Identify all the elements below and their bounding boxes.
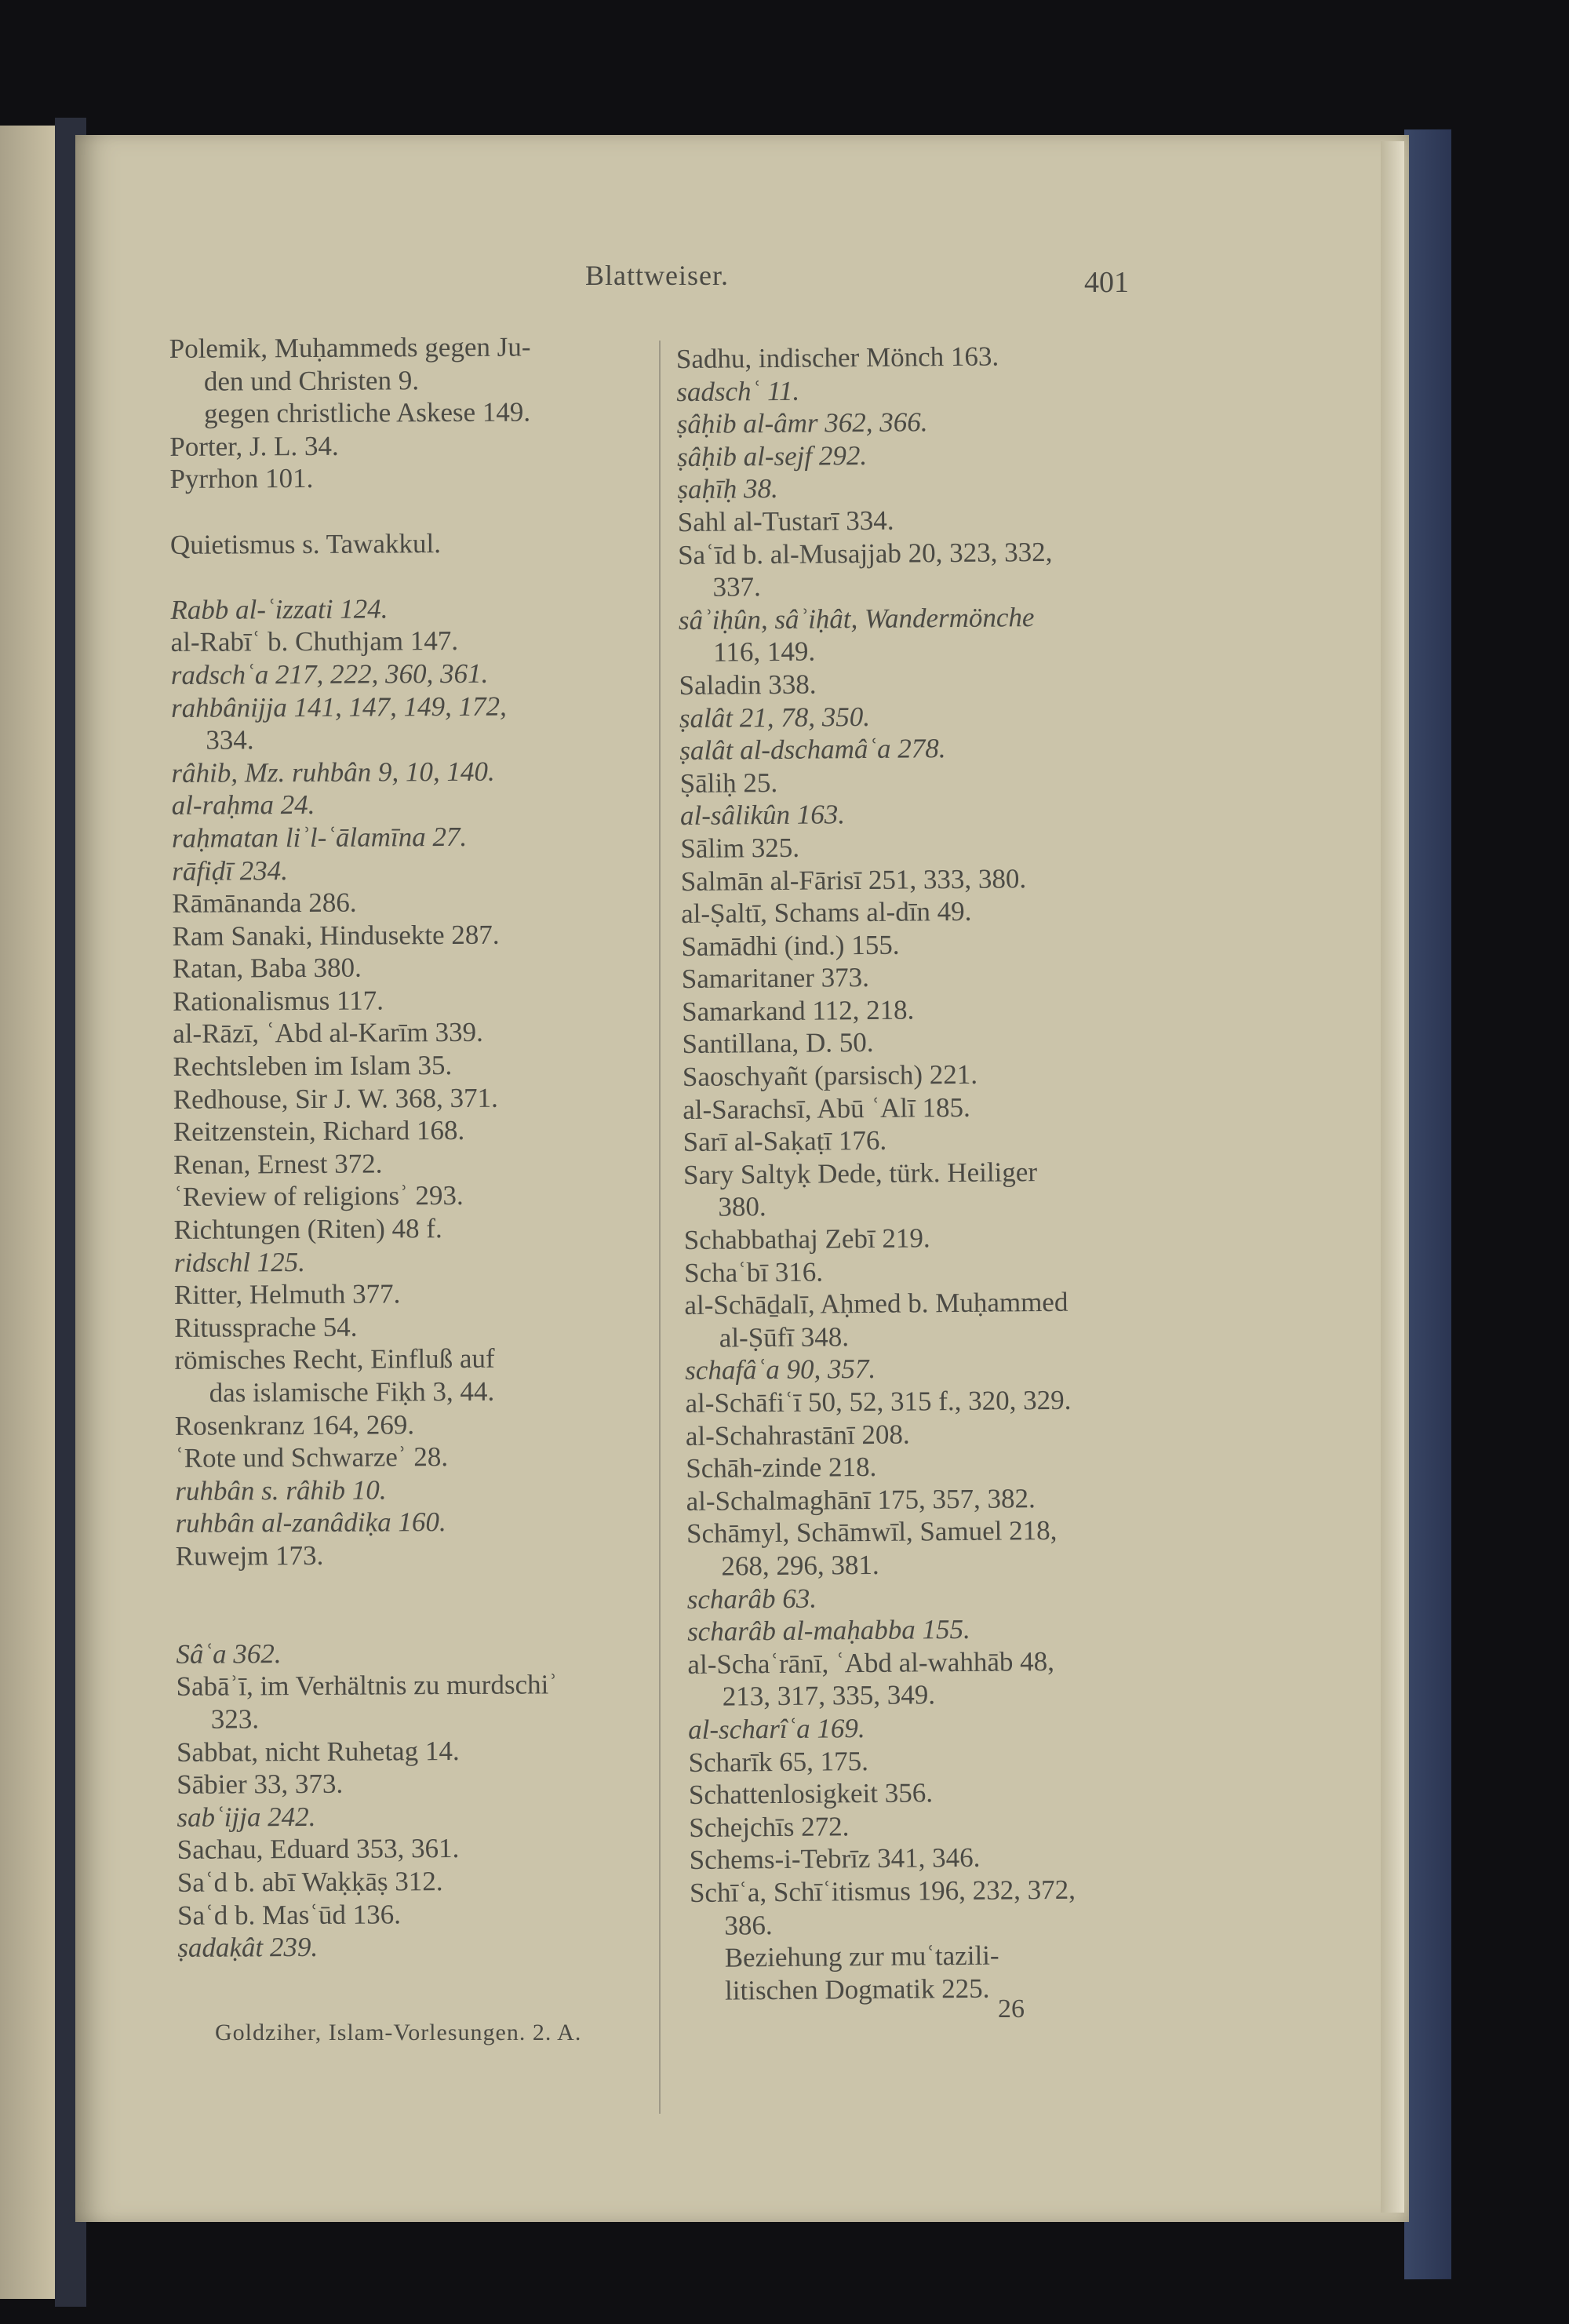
index-entry: Sadhu, indischer Mönch 163.: [675, 341, 999, 375]
index-entry: Rechtsleben im Islam 35.: [173, 1050, 453, 1082]
index-entry: Sālim 325.: [680, 832, 800, 864]
index-entry: Rosenkranz 164, 269.: [174, 1408, 415, 1441]
index-entry: Samaritaner 373.: [681, 962, 870, 995]
index-entry: sadschʿ 11.: [676, 375, 800, 407]
index-entry: Sabāʾī, im Verhältnis zu murdschiʾ: [176, 1669, 559, 1703]
index-entry: radschʿa 217, 222, 360, 361.: [170, 657, 489, 690]
index-entry: Schattenlosigkeit 356.: [688, 1777, 934, 1811]
index-entry: ṣadaḳât 239.: [177, 1932, 319, 1963]
index-entry: al-sâlikûn 163.: [679, 799, 846, 832]
book-page: [75, 135, 1409, 2222]
index-entry: al-Ṣūfī 348.: [719, 1321, 850, 1353]
index-entry: al-Schahrastānī 208.: [685, 1419, 910, 1452]
index-entry: al-Schalmaghānī 175, 357, 382.: [686, 1482, 1036, 1517]
index-entry: ruhbân al-zanâdiḳa 160.: [175, 1506, 446, 1539]
column-gap: [176, 1570, 741, 1605]
index-entry: Sachau, Eduard 353, 361.: [177, 1833, 460, 1866]
index-column-right: [676, 338, 1240, 2007]
column-divider: [659, 341, 661, 2114]
index-entry: Rationalismus 117.: [172, 985, 384, 1017]
index-entry: ruhbân s. râhib 10.: [175, 1474, 387, 1506]
index-entry: Saʿd b. Masʿūd 136.: [177, 1898, 402, 1931]
index-entry: Polemik, Muḥammeds gegen Ju-: [169, 331, 531, 364]
index-entry: den und Christen 9.: [203, 364, 420, 397]
index-entry: al-scharîʿa 169.: [688, 1712, 865, 1745]
index-entry: Richtungen (Riten) 48 f.: [173, 1213, 442, 1245]
index-entry: al-Sarachsī, Abū ʿAlī 185.: [683, 1091, 970, 1125]
index-entry: 213, 317, 335, 349.: [722, 1679, 936, 1712]
index-entry: Ritter, Helmuth 377.: [173, 1278, 401, 1311]
index-entry: das islamische Fiḳh 3, 44.: [209, 1375, 495, 1408]
index-entry: Renan, Ernest 372.: [173, 1148, 383, 1180]
index-entry: al-Schāḏalī, Aḥmed b. Muḥammed: [684, 1287, 1068, 1321]
page-number: 401: [1084, 266, 1129, 299]
index-entry: ṣâḥib al-âmr 362, 366.: [676, 406, 928, 440]
index-entry: Saʿd b. abī Waḳḳāṣ 312.: [177, 1866, 443, 1898]
index-entry: Sabbat, nicht Ruhetag 14.: [176, 1735, 460, 1768]
index-entry: ṣaḥīḥ 38.: [677, 473, 778, 505]
index-entry: al-Rāzī, ʿAbd al-Karīm 339.: [173, 1017, 483, 1050]
index-entry: Pyrrhon 101.: [169, 463, 314, 495]
index-entry: Samādhi (ind.) 155.: [681, 929, 900, 962]
index-entry: 268, 296, 381.: [721, 1549, 879, 1582]
index-entry: Saoschyañt (parsisch) 221.: [682, 1058, 978, 1093]
index-entry: 337.: [712, 571, 761, 603]
index-entry: Schāmyl, Schāmwīl, Samuel 218,: [686, 1515, 1058, 1550]
index-entry: Rabb al-ʿizzati 124.: [170, 593, 388, 625]
index-entry: Ram Sanaki, Hindusekte 287.: [172, 919, 500, 952]
index-entry: scharâb al-maḥabba 155.: [686, 1614, 970, 1648]
index-entry: Schaʿbī 316.: [683, 1256, 824, 1288]
index-entry: Schejchīs 272.: [689, 1810, 850, 1843]
index-entry: râhib, Mz. ruhbân 9, 10, 140.: [171, 756, 495, 789]
index-entry: Ritussprache 54.: [174, 1311, 358, 1343]
index-entry: Sary Saltyḳ Dede, türk. Heiliger: [683, 1156, 1038, 1190]
index-entry: Porter, J. L. 34.: [169, 430, 339, 462]
index-entry: Rāmānanda 286.: [172, 887, 357, 919]
index-entry: Samarkand 112, 218.: [682, 994, 915, 1027]
index-entry: Ṣāliḥ 25.: [679, 767, 778, 799]
index-entry: 386.: [724, 1909, 773, 1941]
index-entry: 116, 149.: [713, 636, 816, 668]
index-entry: scharâb 63.: [686, 1583, 817, 1615]
index-entry: römisches Recht, Einfluß auf: [174, 1343, 495, 1376]
index-entry: al-Rabīʿ b. Chuthjam 147.: [170, 625, 459, 658]
index-entry: ṣalât al-dschamâʿa 278.: [679, 733, 946, 767]
index-entry: litischen Dogmatik 225.: [724, 1972, 990, 2006]
index-entry: Beziehung zur muʿtazili-: [724, 1940, 999, 1973]
running-header: Blattweiser.: [585, 260, 729, 291]
index-entry: Schems-i-Tebrīz 341, 346.: [689, 1842, 981, 1876]
index-entry: ʿReview of religionsʾ 293.: [173, 1180, 464, 1213]
index-entry: Sâʿa 362.: [176, 1637, 282, 1670]
index-entry: Sarī al-Saḳaṭī 176.: [683, 1125, 887, 1158]
index-entry: 380.: [718, 1191, 766, 1223]
column-gap: [176, 1602, 741, 1637]
index-entry: Ruwejm 173.: [175, 1539, 324, 1572]
index-column-left: [169, 330, 743, 1964]
index-entry: ʿRote und Schwarzeʾ 28.: [174, 1441, 449, 1474]
index-entry: Reitzenstein, Richard 168.: [173, 1115, 465, 1148]
index-entry: Saʿīd b. al-Musajjab 20, 323, 332,: [677, 536, 1053, 570]
book-cover-edge: [1404, 129, 1451, 2279]
index-entry: 323.: [210, 1703, 260, 1735]
index-entry: al-Schaʿrānī, ʿAbd al-wahhāb 48,: [687, 1645, 1055, 1680]
index-entry: gegen christliche Askese 149.: [204, 396, 531, 429]
index-entry: Sahl al-Tustarī 334.: [677, 505, 894, 538]
index-entry: raḥmatan liʾl-ʿālamīna 27.: [171, 821, 468, 854]
column-gap: [170, 558, 735, 593]
index-entry: Santillana, D. 50.: [682, 1027, 874, 1060]
index-entry: ridschl 125.: [173, 1246, 306, 1278]
index-entry: al-Ṣaltī, Schams al-dīn 49.: [680, 895, 972, 930]
index-entry: schafâʿa 90, 357.: [685, 1353, 876, 1386]
footer-signature-line: Goldziher, Islam-Vorlesungen. 2. A.: [215, 2020, 582, 2045]
index-entry: Schīʿa, Schīʿitismus 196, 232, 372,: [689, 1874, 1076, 1908]
index-entry: 334.: [206, 724, 254, 756]
index-entry: Sābier 33, 373.: [177, 1768, 344, 1800]
index-entry: al-raḥma 24.: [171, 789, 315, 821]
index-entry: ṣâḥib al-sejf 292.: [676, 439, 868, 472]
index-entry: rāfiḍī 234.: [172, 854, 289, 887]
index-entry: Schabbathaj Zebī 219.: [683, 1222, 930, 1256]
index-entry: Salmān al-Fārisī 251, 333, 380.: [680, 862, 1027, 897]
index-entry: sâʾiḥûn, sâʾiḥât, Wandermönche: [678, 601, 1035, 636]
index-entry: Quietismus s. Tawakkul.: [169, 527, 442, 560]
sheet-signature: 26: [998, 1994, 1025, 2023]
index-entry: Redhouse, Sir J. W. 368, 371.: [173, 1082, 498, 1115]
index-entry: Schāh-zinde 218.: [686, 1452, 877, 1484]
index-entry: Ratan, Baba 380.: [172, 952, 362, 985]
index-entry: rahbânijja 141, 147, 149, 172,: [170, 690, 507, 723]
index-entry: Saladin 338.: [679, 668, 817, 701]
page-fore-edge: [1381, 141, 1404, 2213]
index-entry: sabʿijja 242.: [177, 1801, 316, 1833]
index-entry: ṣalât 21, 78, 350.: [679, 701, 871, 734]
index-entry: Scharīk 65, 175.: [688, 1745, 869, 1778]
column-gap: [170, 493, 735, 528]
index-entry: al-Schāfiʿī 50, 52, 315 f., 320, 329.: [685, 1384, 1072, 1419]
